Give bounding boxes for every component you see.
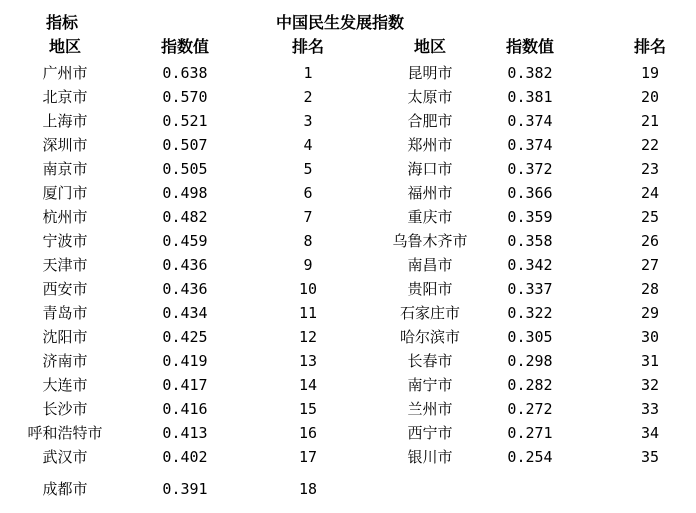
table-row-value: 0.419 bbox=[162, 352, 208, 370]
table-row-value: 0.254 bbox=[507, 448, 553, 466]
table-row-value: 0.298 bbox=[507, 352, 553, 370]
table-row-value: 0.337 bbox=[507, 280, 553, 298]
table-row-city: 大连市 bbox=[42, 376, 88, 394]
table-row-value: 0.459 bbox=[162, 232, 208, 250]
table-row-rank: 18 bbox=[298, 480, 318, 498]
table-row-city: 南昌市 bbox=[407, 256, 453, 274]
table-row-value: 0.391 bbox=[162, 480, 208, 498]
table-row-city: 石家庄市 bbox=[399, 304, 460, 322]
table-row-value: 0.416 bbox=[162, 400, 208, 418]
table-row-value: 0.358 bbox=[507, 232, 553, 250]
table-row-value: 0.271 bbox=[507, 424, 553, 442]
table-row-rank: 35 bbox=[640, 448, 660, 466]
table-row-city: 青岛市 bbox=[42, 304, 88, 322]
table-row-city: 广州市 bbox=[42, 64, 88, 82]
table-row-city: 天津市 bbox=[42, 256, 88, 274]
table-row-city: 合肥市 bbox=[407, 112, 453, 130]
table-row-value: 0.402 bbox=[162, 448, 208, 466]
table-row-city: 呼和浩特市 bbox=[27, 424, 103, 442]
table-row-value: 0.521 bbox=[162, 112, 208, 130]
table-row-city: 乌鲁木齐市 bbox=[392, 232, 468, 250]
table-row-rank: 10 bbox=[298, 280, 318, 298]
table-row-rank: 9 bbox=[303, 256, 313, 274]
table-row-city: 兰州市 bbox=[407, 400, 453, 418]
table-row-rank: 8 bbox=[303, 232, 313, 250]
table-row-value: 0.413 bbox=[162, 424, 208, 442]
table-row-city: 昆明市 bbox=[407, 64, 453, 82]
table-row-rank: 11 bbox=[298, 304, 318, 322]
table-row-city: 长春市 bbox=[407, 352, 453, 370]
table-row-rank: 34 bbox=[640, 424, 660, 442]
table-row-rank: 1 bbox=[303, 64, 313, 82]
table-row-value: 0.507 bbox=[162, 136, 208, 154]
left-rank-header: 排名 bbox=[291, 37, 324, 56]
table-row-rank: 12 bbox=[298, 328, 318, 346]
table-row-value: 0.282 bbox=[507, 376, 553, 394]
table-row-city: 杭州市 bbox=[42, 208, 88, 226]
table-row-value: 0.374 bbox=[507, 112, 553, 130]
table-row-rank: 27 bbox=[640, 256, 660, 274]
table-row-rank: 19 bbox=[640, 64, 660, 82]
table-row-city: 成都市 bbox=[42, 480, 88, 498]
table-row-value: 0.417 bbox=[162, 376, 208, 394]
table-row-rank: 20 bbox=[640, 88, 660, 106]
table-row-city: 长沙市 bbox=[42, 400, 88, 418]
table-row-rank: 17 bbox=[298, 448, 318, 466]
table-row-city: 海口市 bbox=[407, 160, 453, 178]
table-row-value: 0.382 bbox=[507, 64, 553, 82]
table-row-value: 0.425 bbox=[162, 328, 208, 346]
table-row-rank: 22 bbox=[640, 136, 660, 154]
table-row-rank: 7 bbox=[303, 208, 313, 226]
table-row-value: 0.366 bbox=[507, 184, 553, 202]
table-row-rank: 16 bbox=[298, 424, 318, 442]
table-row-city: 深圳市 bbox=[42, 136, 88, 154]
table-row-value: 0.322 bbox=[507, 304, 553, 322]
table-row-rank: 15 bbox=[298, 400, 318, 418]
table-row-rank: 14 bbox=[298, 376, 318, 394]
table-row-city: 福州市 bbox=[407, 184, 453, 202]
table-row-city: 济南市 bbox=[42, 352, 88, 370]
table-row-value: 0.505 bbox=[162, 160, 208, 178]
table-row-value: 0.359 bbox=[507, 208, 553, 226]
right-rank-header: 排名 bbox=[633, 37, 666, 56]
table-row-value: 0.436 bbox=[162, 280, 208, 298]
left-value-header: 指数值 bbox=[160, 37, 209, 56]
table-row-rank: 21 bbox=[640, 112, 660, 130]
table-row-value: 0.638 bbox=[162, 64, 208, 82]
table-row-value: 0.482 bbox=[162, 208, 208, 226]
table-row-rank: 23 bbox=[640, 160, 660, 178]
table-row-rank: 2 bbox=[303, 88, 313, 106]
table-row-rank: 5 bbox=[303, 160, 313, 178]
table-row-city: 哈尔滨市 bbox=[399, 328, 460, 346]
table-row-city: 北京市 bbox=[42, 88, 88, 106]
table-row-value: 0.342 bbox=[507, 256, 553, 274]
table-row-value: 0.570 bbox=[162, 88, 208, 106]
table-row-rank: 29 bbox=[640, 304, 660, 322]
table-row-value: 0.436 bbox=[162, 256, 208, 274]
table-row-rank: 30 bbox=[640, 328, 660, 346]
index-label: 指标 bbox=[46, 13, 79, 32]
table-row-city: 西宁市 bbox=[407, 424, 453, 442]
table-row-value: 0.381 bbox=[507, 88, 553, 106]
table-row-city: 西安市 bbox=[42, 280, 88, 298]
table-row-rank: 3 bbox=[303, 112, 313, 130]
table-row-city: 厦门市 bbox=[42, 184, 88, 202]
table-row-city: 南宁市 bbox=[407, 376, 453, 394]
table-row-city: 银川市 bbox=[407, 448, 453, 466]
table-row-rank: 25 bbox=[640, 208, 660, 226]
table-row-city: 贵阳市 bbox=[407, 280, 453, 298]
table-row-city: 上海市 bbox=[42, 112, 88, 130]
table-row-city: 武汉市 bbox=[42, 448, 88, 466]
table-row-rank: 32 bbox=[640, 376, 660, 394]
table-row-value: 0.272 bbox=[507, 400, 553, 418]
table-row-value: 0.305 bbox=[507, 328, 553, 346]
table-row-rank: 4 bbox=[303, 136, 313, 154]
table-row-rank: 28 bbox=[640, 280, 660, 298]
table-row-city: 太原市 bbox=[407, 88, 453, 106]
table-row-city: 宁波市 bbox=[42, 232, 88, 250]
left-region-header: 地区 bbox=[48, 37, 81, 56]
table-row-rank: 24 bbox=[640, 184, 660, 202]
table-row-rank: 31 bbox=[640, 352, 660, 370]
right-region-header: 地区 bbox=[413, 37, 446, 56]
table-row-rank: 33 bbox=[640, 400, 660, 418]
table-row-rank: 26 bbox=[640, 232, 660, 250]
table-row-value: 0.434 bbox=[162, 304, 208, 322]
table-row-city: 南京市 bbox=[42, 160, 88, 178]
table-row-value: 0.372 bbox=[507, 160, 553, 178]
table-row-value: 0.374 bbox=[507, 136, 553, 154]
table-row-value: 0.498 bbox=[162, 184, 208, 202]
page-title: 中国民生发展指数 bbox=[275, 13, 404, 32]
right-value-header: 指数值 bbox=[505, 37, 554, 56]
table-row-city: 沈阳市 bbox=[42, 328, 88, 346]
table-row-rank: 6 bbox=[303, 184, 313, 202]
table-row-city: 重庆市 bbox=[407, 208, 453, 226]
table-row-city: 郑州市 bbox=[407, 136, 453, 154]
table-row-rank: 13 bbox=[298, 352, 318, 370]
